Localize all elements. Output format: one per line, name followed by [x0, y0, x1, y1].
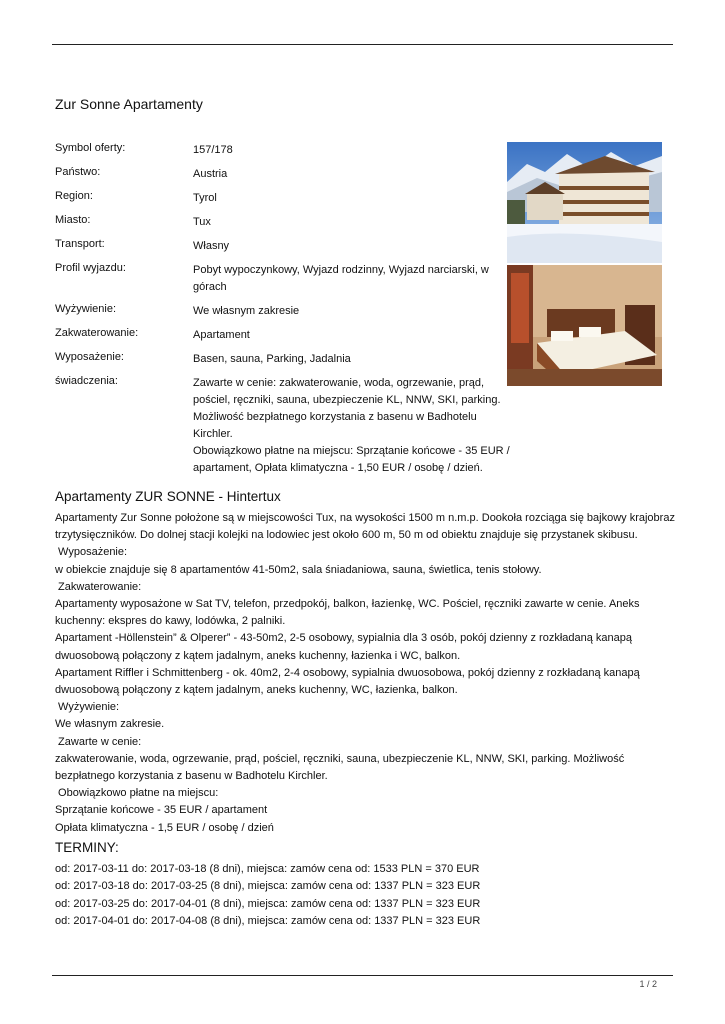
spec-value: Własny [193, 240, 230, 252]
spec-label: Profil wyjazdu: [55, 262, 126, 274]
hotel-exterior-illustration [507, 142, 662, 263]
spec-label: świadczenia: [55, 375, 118, 387]
spec-value: Basen, sauna, Parking, Jadalnia [193, 353, 351, 365]
terms-list [55, 861, 480, 930]
spec-row [55, 262, 505, 303]
description-line: w obiekcie znajduje się 8 apartamentów 41-50m2, sala śniadaniowa, sauna, świetlica, tenis stołowy. [55, 563, 542, 576]
bedroom-photo [507, 265, 662, 386]
spec-label: Miasto: [55, 214, 91, 226]
section-title: Apartamenty ZUR SONNE - Hintertux [55, 489, 281, 504]
description-line: dwuosobową połączony z kątem jadalnym, aneks kuchenny, WC, łazienka, balkon. [55, 684, 458, 697]
description-line: Apartament -Höllenstein” & Olperer” - 43-50m2, 2-5 osobowy, sypialnia dla 3 osób, pokój dzienny z rozkładaną kanapą [55, 632, 632, 645]
spec-row [55, 303, 505, 327]
spec-value: Tyrol [193, 192, 217, 204]
spec-label: Transport: [55, 238, 105, 250]
spec-label: Symbol oferty: [55, 142, 126, 154]
spec-value: We własnym zakresie [193, 305, 300, 317]
spec-row [55, 142, 505, 166]
description-line: We własnym zakresie. [55, 718, 165, 731]
description-line: Wyżywienie: [55, 701, 120, 714]
bottom-rule [52, 975, 673, 976]
spec-label: Wyżywienie: [55, 303, 117, 315]
description-line: Apartamenty wyposażone w Sat TV, telefon, przedpokój, balkon, łazienkę, WC. Pościel, ręczniki zawarte w cenie. Aneks [55, 598, 640, 611]
description-line: Wyposażenie: [55, 546, 128, 559]
description-line: bezpłatnego korzystania z basenu w Badhotelu Kirchler. [55, 770, 328, 783]
description-line: trzytysięczników. Do dolnej stacji kolejki na lodowiec jest około 600 m, 50 m od obiektu znajduje się przystanek skibusu. [55, 529, 638, 542]
offer-specs-table [55, 142, 510, 477]
spec-row [55, 238, 505, 262]
spec-row [55, 327, 505, 351]
description [55, 510, 680, 837]
hotel-exterior-photo [507, 142, 662, 263]
spec-label: Państwo: [55, 166, 101, 178]
page-number: 1 / 2 [639, 979, 657, 989]
spec-value: Pobyt wypoczynkowy, Wyjazd rodzinny, Wyjazd narciarski, w górach [193, 264, 489, 293]
description-line: Zawarte w cenie: [55, 735, 142, 748]
spec-row [55, 351, 505, 375]
terms-title: TERMINY: [55, 840, 119, 855]
description-line: Zakwaterowanie: [55, 580, 142, 593]
term-item: od: 2017-04-01 do: 2017-04-08 (8 dni), miejsca: zamów cena od: 1337 PLN = 323 EUR [55, 914, 481, 927]
description-line: Sprzątanie końcowe - 35 EUR / apartament [55, 804, 268, 817]
description-line: Apartamenty Zur Sonne położone są w miejscowości Tux, na wysokości 1500 m n.m.p. Dookoła rozciąga się bajkowy krajobraz [55, 512, 675, 524]
term-item: od: 2017-03-18 do: 2017-03-25 (8 dni), miejsca: zamów cena od: 1337 PLN = 323 EUR [55, 880, 481, 893]
page-title: Zur Sonne Apartamenty [55, 96, 203, 112]
spec-label: Zakwaterowanie: [55, 327, 139, 339]
spec-value: Austria [193, 168, 228, 180]
term-item: od: 2017-03-25 do: 2017-04-01 (8 dni), miejsca: zamów cena od: 1337 PLN = 323 EUR [55, 897, 481, 910]
spec-row [55, 190, 505, 214]
bedroom-illustration [507, 265, 662, 386]
spec-value: Apartament [193, 329, 250, 341]
description-line: Obowiązkowo płatne na miejscu: [55, 787, 219, 800]
spec-value: Zawarte w cenie: zakwaterowanie, woda, ogrzewanie, prąd, pościel, ręczniki, sauna, ubezpieczenie KL, NNW, SKI, parking. Możliwość bezpłatnego korzystania z basenu w Badhotelu Kirchler. [193, 377, 501, 440]
spec-row [55, 166, 505, 190]
top-rule [52, 44, 673, 45]
spec-label: Wyposażenie: [55, 351, 124, 363]
spec-label: Region: [55, 190, 93, 202]
spec-row [55, 375, 510, 477]
spec-value: Tux [193, 216, 211, 228]
description-line: dwuosobową połączony z kątem jadalnym, aneks kuchenny, łazienka i WC, balkon. [55, 649, 461, 662]
term-item: od: 2017-03-11 do: 2017-03-18 (8 dni), miejsca: zamów cena od: 1533 PLN = 370 EUR [55, 863, 480, 875]
description-line: zakwaterowanie, woda, ogrzewanie, prąd, pościel, ręczniki, sauna, ubezpieczenie KL, NNW, SKI, parking. Możliwość [55, 752, 625, 765]
spec-value: 157/178 [193, 144, 233, 156]
spec-row [55, 214, 505, 238]
description-line: kuchenny: ekspres do kawy, lodówka, 2 palniki. [55, 615, 286, 628]
spec-value-extra: Obowiązkowo płatne na miejscu: Sprzątanie końcowe - 35 EUR / apartament, Opłata klimatyczna - 1,50 EUR / osobę / dzień. [193, 445, 510, 474]
description-line: Opłata klimatyczna - 1,5 EUR / osobę / dzień [55, 821, 274, 834]
description-line: Apartament Riffler i Schmittenberg - ok. 40m2, 2-4 osobowy, sypialnia dwuosobowa, pokój dzienny z rozkładaną kanapą [55, 666, 640, 679]
